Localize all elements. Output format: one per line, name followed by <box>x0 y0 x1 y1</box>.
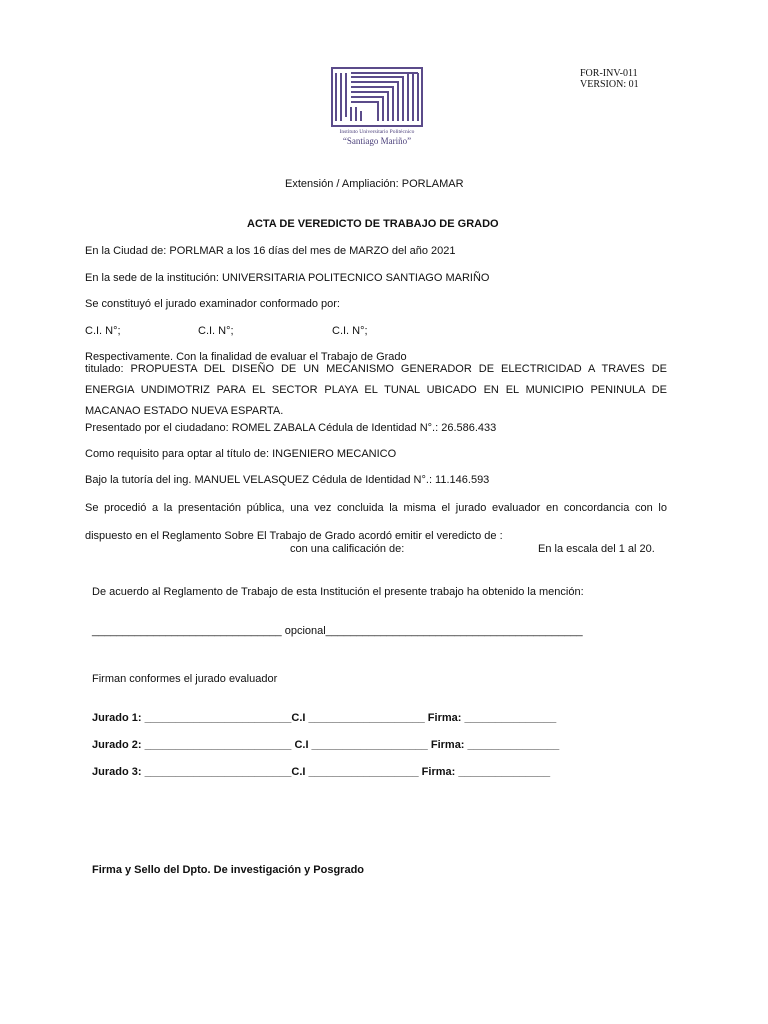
city-line: En la Ciudad de: PORLMAR a los 16 días del mes de MARZO del año 2021 <box>85 245 456 257</box>
jurado-2-signature-line: Jurado 2: ________________________ C.I ___________________ Firma: _______________ <box>92 739 560 751</box>
jurado-1-signature-line: Jurado 1: ________________________C.I ___________________ Firma: _______________ <box>92 712 557 724</box>
escala-label: En la escala del 1 al 20. <box>538 543 655 555</box>
dpto-signature-label: Firma y Sello del Dpto. De investigación y Posgrado <box>92 864 365 876</box>
ci-label-1: C.I. N°; <box>85 325 121 337</box>
mencion-line: _______________________________ opcional__________________________________________ <box>92 625 583 637</box>
titulado-line-2: ENERGIA UNDIMOTRIZ PARA EL SECTOR PLAYA EL TUNAL UBICADO EN EL MUNICIPIO PENINULA DE <box>85 384 667 396</box>
calificacion-label: con una calificación de: <box>290 543 405 555</box>
ci-label-3: C.I. N°; <box>332 325 368 337</box>
sede-line: En la sede de la institución: UNIVERSITARIA POLITECNICO SANTIAGO MARIÑO <box>85 272 490 284</box>
document-title: ACTA DE VEREDICTO DE TRABAJO DE GRADO <box>247 218 499 230</box>
logo-emblem-icon <box>331 67 423 127</box>
procedio-line-2: dispuesto en el Reglamento Sobre El Trabajo de Grado acordó emitir el veredicto de : <box>85 530 503 542</box>
institution-logo <box>331 67 423 151</box>
procedio-line-1: Se procedió a la presentación pública, una vez concluida la misma el jurado evaluador en concordancia con lo <box>85 502 667 514</box>
extension-line: Extensión / Ampliación: PORLAMAR <box>285 178 464 190</box>
form-code: FOR-INV-011 <box>580 68 638 79</box>
requisito-line: Como requisito para optar al título de: INGENIERO MECANICO <box>85 448 397 460</box>
firman-line: Firman conformes el jurado evaluador <box>92 673 278 685</box>
jurado-3-signature-line: Jurado 3: ________________________C.I __________________ Firma: _______________ <box>92 766 551 778</box>
titulado-line-1: titulado: PROPUESTA DEL DISEÑO DE UN MECANISMO GENERADOR DE ELECTRICIDAD A TRAVES DE <box>85 363 667 375</box>
ci-label-2: C.I. N°; <box>198 325 234 337</box>
titulado-line-3: MACANAO ESTADO NUEVA ESPARTA. <box>85 405 284 417</box>
version-label: VERSION: 01 <box>580 79 639 90</box>
presentado-line: Presentado por el ciudadano: ROMEL ZABALA Cédula de Identidad N°.: 26.586.433 <box>85 422 497 434</box>
jurado-intro: Se constituyó el jurado examinador conformado por: <box>85 298 340 310</box>
logo-text-line2: “Santiago Mariño” <box>342 136 412 146</box>
mencion-intro: De acuerdo al Reglamento de Trabajo de esta Institución el presente trabajo ha obtenido la mención: <box>92 586 584 598</box>
tutoria-line: Bajo la tutoría del ing. MANUEL VELASQUEZ Cédula de Identidad N°.: 11.146.593 <box>85 474 490 486</box>
logo-text-line1: Instituto Universitario Politécnico <box>339 129 415 135</box>
respectivamente-line: Respectivamente. Con la finalidad de evaluar el Trabajo de Grado <box>85 351 407 363</box>
